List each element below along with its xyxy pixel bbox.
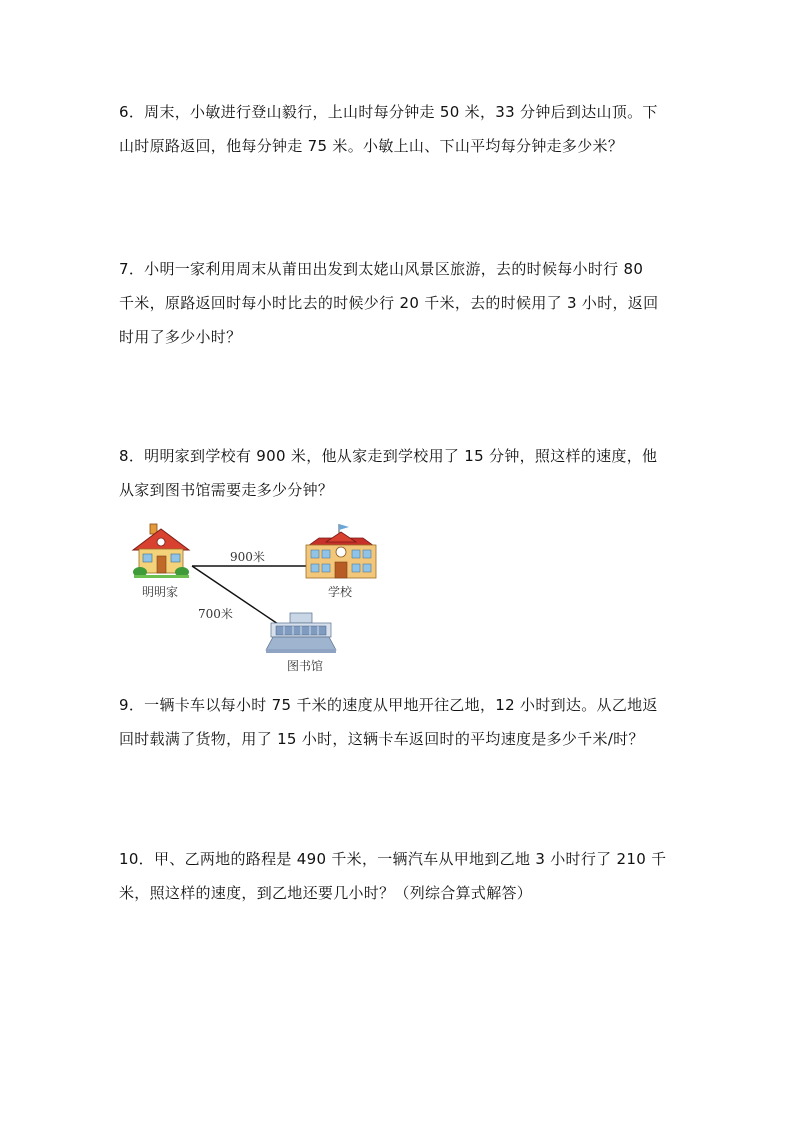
problem-7-line-3: 时用了多少小时？	[119, 328, 242, 346]
problem-10-line-2: 米，照这样的速度，到乙地还要几小时？（列综合算式解答）	[119, 884, 533, 902]
problem-6-line-2: 山时原路返回，他每分钟走 75 米。小敏上山、下山平均每分钟走多少米？	[119, 137, 624, 155]
school-label: 学校	[328, 585, 353, 599]
problem-8-line-2: 从家到图书馆需要走多少分钟？	[119, 481, 334, 499]
problem-10-line-1: 10．甲、乙两地的路程是 490 千米，一辆汽车从甲地到乙地 3 小时行了 210 千	[119, 850, 667, 868]
problem-10	[119, 842, 679, 910]
home-label: 明明家	[142, 585, 179, 599]
problem-7-line-1: 7．小明一家利用周末从莆田出发到太姥山风景区旅游，去的时候每小时行 80	[119, 260, 644, 278]
diagram-svg	[130, 520, 390, 680]
problem-9-line-1: 9．一辆卡车以每小时 75 千米的速度从甲地开往乙地，12 小时到达。从乙地返	[119, 696, 658, 714]
problem-9	[119, 688, 679, 756]
library-label: 图书馆	[287, 659, 324, 673]
problem-8-diagram	[130, 520, 390, 680]
school-icon	[306, 524, 376, 578]
library-icon	[266, 613, 336, 653]
problem-8-line-1: 8．明明家到学校有 900 米，他从家走到学校用了 15 分钟，照这样的速度，他	[119, 447, 658, 465]
problem-9-line-2: 回时载满了货物，用了 15 小时，这辆卡车返回时的平均速度是多少千米/时？	[119, 730, 644, 748]
problem-7-line-2: 千米，原路返回时每小时比去的时候少行 20 千米，去的时候用了 3 小时，返回	[119, 294, 659, 312]
problem-6	[119, 95, 679, 163]
house-icon	[133, 524, 189, 578]
problem-8	[119, 439, 679, 507]
home-school-distance: 900米	[230, 550, 265, 564]
home-library-distance: 700米	[198, 607, 233, 621]
problem-6-line-1: 6．周末，小敏进行登山毅行，上山时每分钟走 50 米，33 分钟后到达山顶。下	[119, 103, 658, 121]
problem-7	[119, 252, 679, 354]
